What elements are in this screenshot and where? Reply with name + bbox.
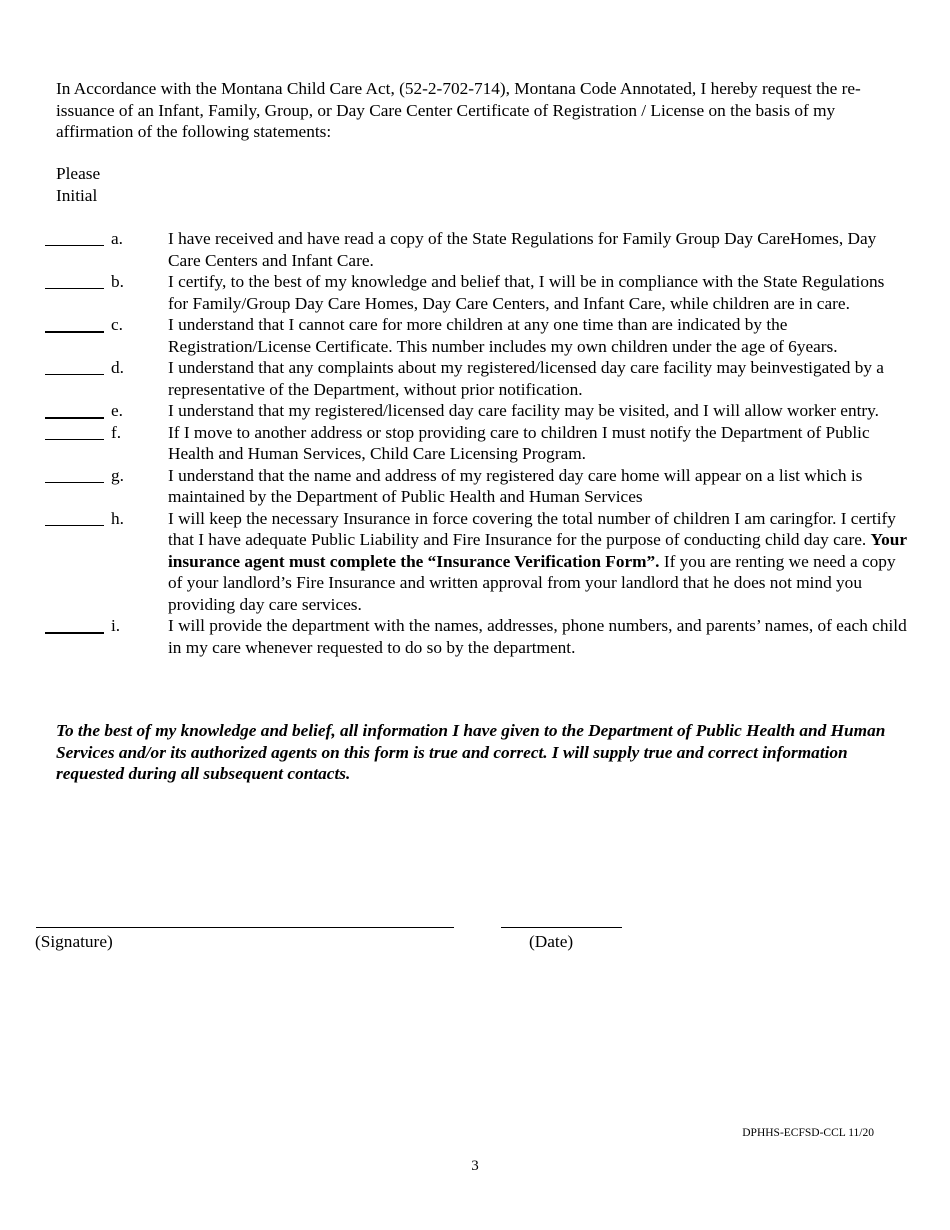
statement-list [0, 228, 950, 658]
statement-text: If I move to another address or stop providing care to children I must notify the Department of Public Health and Human Services, Child Care Licensing Program. [168, 422, 870, 463]
form-code: DPHHS-ECFSD-CCL 11/20 [742, 1127, 874, 1139]
statement-d [0, 357, 950, 400]
statement-letter: a. [111, 229, 123, 248]
statement-text: I have received and have read a copy of the State Regulations for Family Group Day CareHomes, Day Care Centers and Infant Care. [168, 229, 877, 270]
statement-e [0, 400, 950, 422]
statement-text-part: I will keep the necessary Insurance in force covering the total number of children I am caringfor. I certify that I have adequate Public Liability and Fire Insurance for the purpose of conducting child day care. [168, 508, 896, 549]
statement-g [0, 465, 950, 508]
statement-letter: b. [111, 272, 124, 291]
intro-paragraph: In Accordance with the Montana Child Care Act, (52-2-702-714), Montana Code Annotated, I hereby request the re-issuance of an Infant, Family, Group, or Day Care Center Certificate of Registration / License on the basis of my affirmation of the following statements: [56, 79, 861, 141]
statement-letter: c. [111, 315, 123, 334]
initial-field-g[interactable] [45, 482, 104, 483]
statement-i [0, 615, 950, 658]
initial-label: Initial [56, 185, 98, 205]
statement-text: I understand that I cannot care for more children at any one time than are indicated by the Registration/License Certificate. This number includes my own children under the age of 6years. [168, 315, 838, 356]
please-label: Please [56, 164, 101, 183]
affirmation-statement: To the best of my knowledge and belief, all information I have given to the Department of Public Health and Human Services and/or its authorized agents on this form is true and correct. I will supply true and correct information requested during all subsequent contacts. [56, 721, 886, 783]
signature-line[interactable] [36, 927, 454, 928]
initial-field-h[interactable] [45, 525, 104, 526]
initial-field-f[interactable] [45, 439, 104, 440]
statement-letter: d. [111, 358, 124, 377]
statement-text: I understand that my registered/licensed day care facility may be visited, and I will allow worker entry. [168, 401, 880, 420]
insurance-form-notice: Your insurance agent must complete the “Insurance Verification Form”. [168, 530, 907, 571]
statement-text: I will provide the department with the names, addresses, phone numbers, and parents’ names, of each child in my care whenever requested to do so by the department. [168, 616, 907, 657]
initial-field-e[interactable] [45, 417, 104, 419]
initial-field-i[interactable] [45, 632, 104, 634]
statement-b [0, 271, 950, 314]
statement-letter: h. [111, 508, 124, 528]
statement-f [0, 422, 950, 465]
date-label: (Date) [529, 932, 574, 951]
statement-c [0, 314, 950, 357]
statement-text: I certify, to the best of my knowledge and belief that, I will be in compliance with the State Regulations for Family/Group Day Care Homes, Day Care Centers, and Infant Care, while children are in care. [168, 272, 885, 313]
statement-text-part: If you are renting we need a copy of your landlord’s Fire Insurance and written approval from your landlord that he does not mind you providing day care services. [168, 551, 896, 614]
please-initial-label [56, 163, 136, 206]
initial-field-b[interactable] [45, 288, 104, 289]
statement-letter: e. [111, 401, 123, 420]
statement-text [168, 508, 908, 616]
statement-a [0, 228, 950, 271]
signature-label: (Signature) [35, 932, 113, 951]
date-line[interactable] [501, 927, 622, 928]
initial-field-d[interactable] [45, 374, 104, 375]
statement-letter: i. [111, 616, 121, 635]
statement-text: I understand that any complaints about my registered/licensed day care facility may beinvestigated by a representative of the Department, without prior notification. [168, 358, 884, 399]
statement-letter: f. [111, 422, 122, 442]
statement-h [0, 508, 950, 616]
statement-letter: g. [111, 465, 124, 485]
initial-field-c[interactable] [45, 331, 104, 333]
page-number: 3 [471, 1158, 479, 1174]
statement-text: I understand that the name and address of my registered day care home will appear on a list which is maintained by the Department of Public Health and Human Services [168, 465, 863, 506]
initial-field-a[interactable] [45, 245, 104, 246]
